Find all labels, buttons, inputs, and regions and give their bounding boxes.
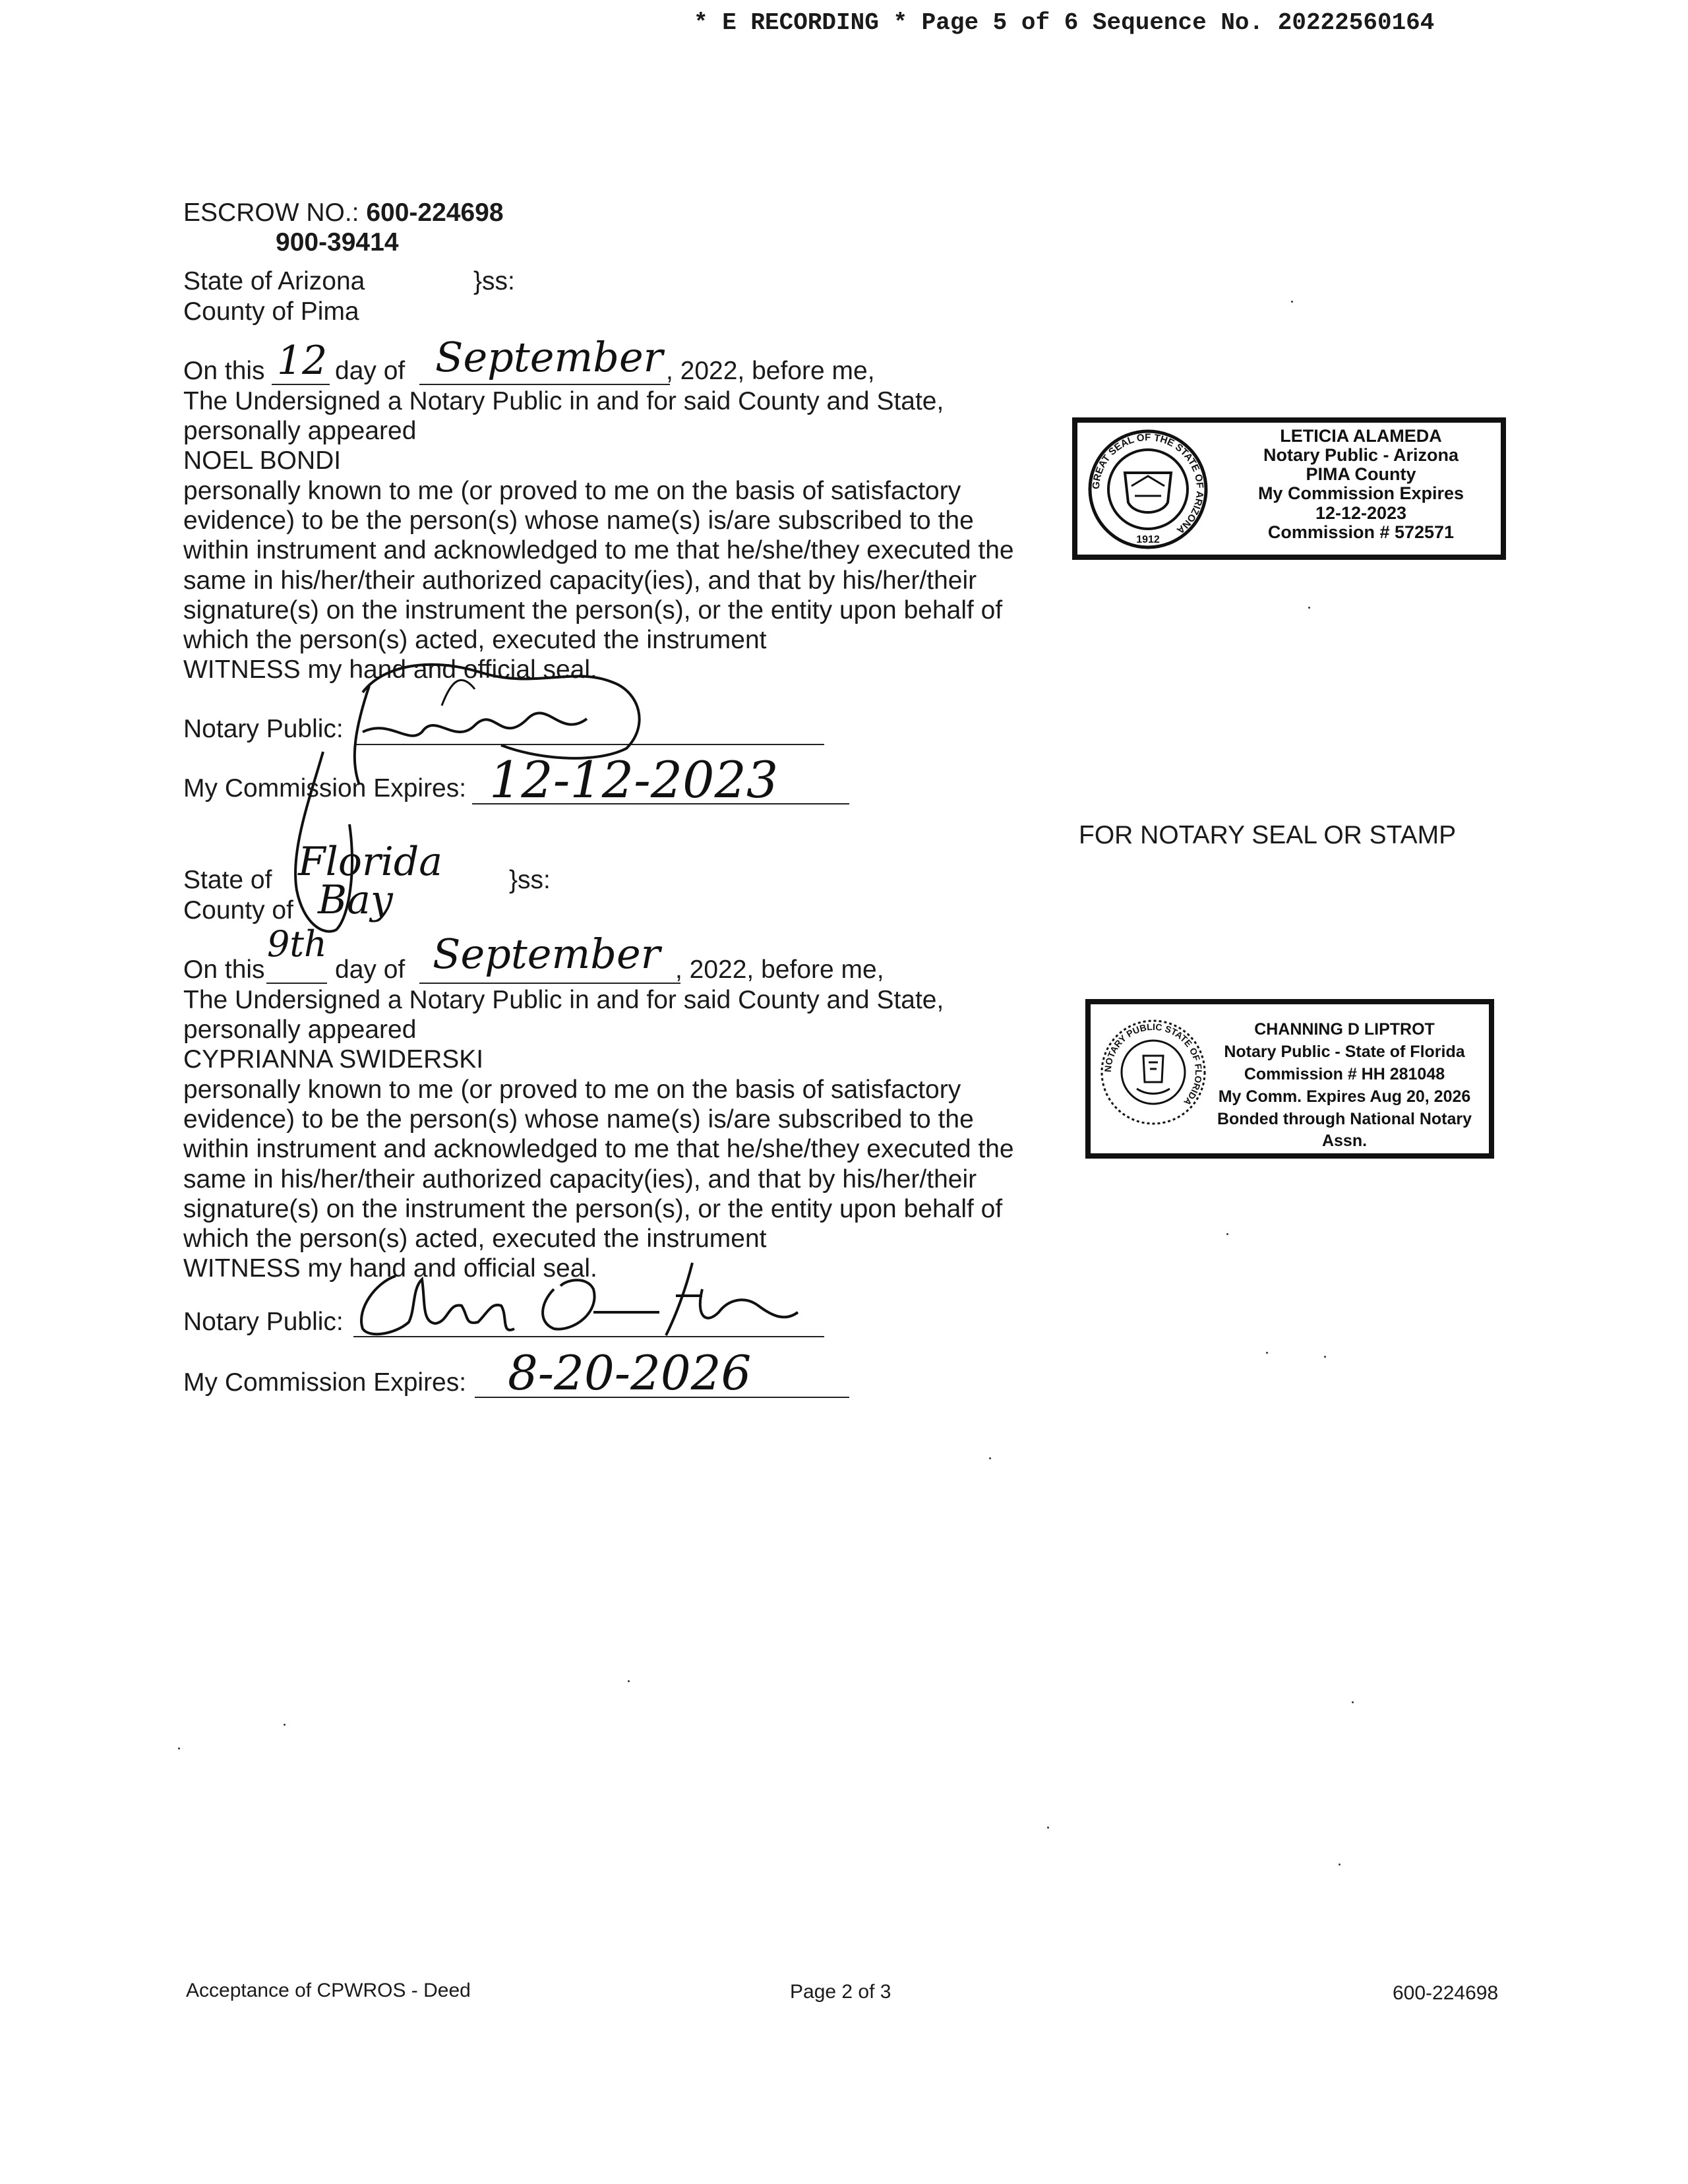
ack2-notary-label: Notary Public: bbox=[183, 1308, 344, 1336]
ack2-state-label: State of bbox=[183, 866, 272, 894]
florida-stamp-line-5: Bonded through National Notary Assn. bbox=[1217, 1109, 1472, 1151]
recording-header: * E RECORDING * Page 5 of 6 Sequence No. 20222560164 bbox=[694, 9, 1435, 36]
arizona-stamp-text bbox=[1229, 427, 1493, 542]
scan-speck bbox=[1352, 1701, 1354, 1703]
escrow-label: ESCROW NO.: bbox=[183, 198, 359, 227]
ack2-day-underline bbox=[266, 983, 327, 984]
ack2-commission-handwritten: 8-20-2026 bbox=[508, 1345, 752, 1401]
ack1-day-underline bbox=[272, 384, 330, 385]
footer-document-title: Acceptance of CPWROS - Deed bbox=[186, 1980, 471, 2001]
ack1-body-line-3: within instrument and acknowledged to me that he/she/they executed the bbox=[183, 536, 1014, 564]
ack2-witness-line: WITNESS my hand and official seal. bbox=[183, 1254, 597, 1283]
ack2-body-line-5: signature(s) on the instrument the person(s), or the entity upon behalf of bbox=[183, 1195, 1003, 1223]
ack1-undersigned-line: The Undersigned a Notary Public in and for said County and State, bbox=[183, 387, 944, 415]
ack1-on-this: On this bbox=[183, 357, 265, 385]
ack2-signer-name: CYPRIANNA SWIDERSKI bbox=[183, 1045, 484, 1074]
arizona-stamp-line-3: PIMA County bbox=[1306, 464, 1416, 485]
ack2-undersigned-line: The Undersigned a Notary Public in and for said County and State, bbox=[183, 986, 944, 1014]
ack1-body-line-2: evidence) to be the person(s) whose name(s) is/are subscribed to the bbox=[183, 506, 974, 535]
ack1-commission-label: My Commission Expires: bbox=[183, 774, 467, 803]
ack2-body-line-6: which the person(s) acted, executed the instrument bbox=[183, 1225, 767, 1253]
ack1-year-text: , 2022, before me, bbox=[666, 357, 875, 385]
ack2-commission-line bbox=[475, 1397, 849, 1398]
ack1-day-handwritten: 12 bbox=[277, 338, 328, 384]
arizona-stamp-line-4: My Commission Expires bbox=[1257, 483, 1464, 504]
ack1-ss: }ss: bbox=[473, 267, 515, 295]
arizona-stamp-line-2: Notary Public - Arizona bbox=[1263, 445, 1459, 466]
ack2-body-line-4: same in his/her/their authorized capacity(ies), and that by his/her/their bbox=[183, 1165, 977, 1194]
ack1-witness-line: WITNESS my hand and official seal. bbox=[183, 655, 597, 684]
ack2-body-line-1: personally known to me (or proved to me on the basis of satisfactory bbox=[183, 1076, 961, 1104]
ack1-county-line: County of Pima bbox=[183, 297, 359, 326]
scan-speck bbox=[1226, 1233, 1228, 1235]
seal-caption: FOR NOTARY SEAL OR STAMP bbox=[1079, 821, 1457, 849]
ack1-commission-handwritten: 12-12-2023 bbox=[489, 750, 779, 809]
florida-seal-ring-text: NOTARY PUBLIC STATE OF FLORIDA bbox=[1102, 1021, 1205, 1108]
escrow-number-1: 600-224698 bbox=[366, 198, 504, 227]
ack1-month-underline bbox=[419, 384, 670, 385]
florida-stamp-line-1: CHANNING D LIPTROT bbox=[1254, 1020, 1435, 1039]
scan-speck bbox=[284, 1724, 286, 1726]
florida-stamp-line-3: Commission # HH 281048 bbox=[1244, 1065, 1445, 1083]
arizona-seal-icon bbox=[1085, 427, 1211, 552]
ack1-notary-label: Notary Public: bbox=[183, 715, 344, 743]
scan-speck bbox=[1308, 607, 1310, 609]
ack1-body-line-1: personally known to me (or proved to me on the basis of satisfactory bbox=[183, 477, 961, 505]
notary-stamp-florida bbox=[1085, 999, 1494, 1159]
ack2-appeared-line: personally appeared bbox=[183, 1016, 417, 1044]
arizona-seal-ring-text: GREAT SEAL OF THE STATE OF ARIZONA bbox=[1090, 431, 1206, 536]
ack2-commission-label: My Commission Expires: bbox=[183, 1368, 467, 1397]
ack1-appeared-line: personally appeared bbox=[183, 417, 417, 445]
ack2-day-handwritten: 9th bbox=[267, 923, 327, 965]
ack2-county-label: County of bbox=[183, 896, 293, 925]
escrow-number-2: 900-39414 bbox=[276, 228, 399, 257]
ack2-body-line-2: evidence) to be the person(s) whose name(s) is/are subscribed to the bbox=[183, 1105, 974, 1134]
ack2-body-line-3: within instrument and acknowledged to me that he/she/they executed the bbox=[183, 1135, 1014, 1163]
ack2-on-this: On this bbox=[183, 956, 265, 984]
florida-seal-icon bbox=[1097, 1016, 1209, 1128]
ack1-day-of: day of bbox=[335, 357, 406, 385]
ack1-signer-name: NOEL BONDI bbox=[183, 446, 342, 475]
ack2-month-underline bbox=[419, 983, 680, 984]
ack2-year-text: , 2022, before me, bbox=[675, 956, 884, 984]
arizona-stamp-line-6: Commission # 572571 bbox=[1267, 522, 1455, 542]
scan-speck bbox=[1339, 1864, 1341, 1866]
scan-speck bbox=[628, 1680, 630, 1682]
florida-stamp-line-4: My Comm. Expires Aug 20, 2026 bbox=[1218, 1087, 1471, 1106]
florida-stamp-line-2: Notary Public - State of Florida bbox=[1224, 1043, 1465, 1062]
ack1-body-line-6: which the person(s) acted, executed the instrument bbox=[183, 626, 767, 654]
scan-speck bbox=[989, 1457, 991, 1459]
ack2-state-handwritten: Florida bbox=[298, 839, 442, 885]
escrow-block bbox=[183, 198, 504, 228]
ack2-county-handwritten: Bay bbox=[318, 877, 393, 923]
scan-speck bbox=[178, 1747, 180, 1749]
ack1-body-line-5: signature(s) on the instrument the person(s), or the entity upon behalf of bbox=[183, 596, 1003, 624]
arizona-seal-year: 1912 bbox=[1136, 534, 1160, 545]
ack2-ss: }ss: bbox=[509, 866, 551, 894]
ack1-month-handwritten: September bbox=[435, 333, 663, 381]
florida-stamp-text bbox=[1203, 1017, 1486, 1153]
arizona-stamp-line-5: 12-12-2023 bbox=[1315, 502, 1407, 523]
scan-speck bbox=[1291, 301, 1293, 303]
ack1-body-line-4: same in his/her/their authorized capacity(ies), and that by his/her/their bbox=[183, 566, 977, 595]
ack1-state-line: State of Arizona bbox=[183, 267, 365, 295]
notary-stamp-arizona bbox=[1072, 417, 1506, 560]
arizona-stamp-line-1: LETICIA ALAMEDA bbox=[1280, 426, 1442, 446]
ack2-month-handwritten: September bbox=[433, 930, 661, 978]
footer-escrow-number: 600-224698 bbox=[1393, 1982, 1499, 2004]
ack1-commission-line bbox=[472, 803, 849, 804]
scan-speck bbox=[1324, 1356, 1326, 1358]
scan-speck bbox=[1047, 1827, 1049, 1829]
ack2-notary-signature bbox=[349, 1250, 811, 1342]
scan-speck bbox=[1266, 1352, 1268, 1354]
ack2-day-of: day of bbox=[335, 956, 406, 984]
footer-page-number: Page 2 of 3 bbox=[790, 1981, 891, 2003]
